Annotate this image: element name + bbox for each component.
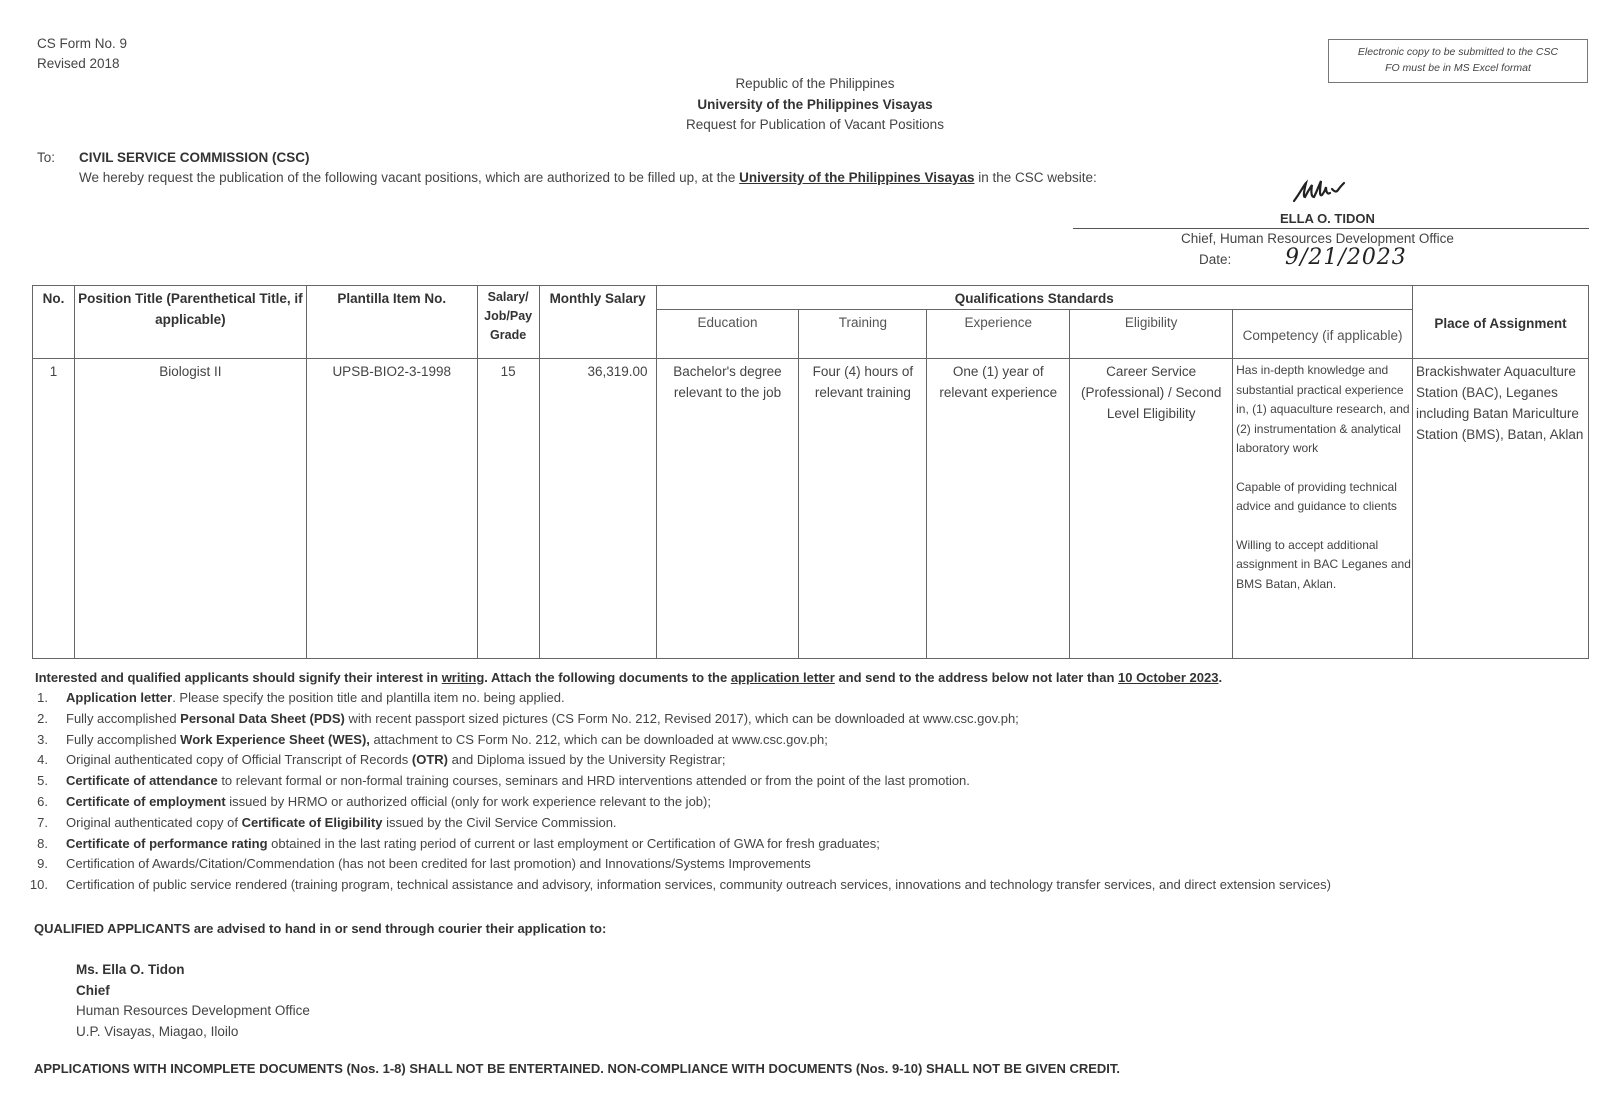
item-text: Certification of Awards/Citation/Commendation (has not been credited for last promotion) and Innovations/Systems Improvements bbox=[66, 856, 811, 872]
footer-warning: APPLICATIONS WITH INCOMPLETE DOCUMENTS (Nos. 1-8) SHALL NOT BE ENTERTAINED. NON-COMPLIANCE WITH DOCUMENTS (Nos. 9-10) SHALL NOT BE GIVEN CREDIT. bbox=[34, 1061, 1121, 1076]
request-statement bbox=[79, 170, 1097, 185]
competency-item: Has in-depth knowledge and substantial practical experience in, (1) aquaculture research, and (2) instrumentation & analytical laboratory work bbox=[1236, 363, 1410, 455]
address-office: Human Resources Development Office bbox=[76, 1003, 310, 1018]
cell-education: Bachelor's degree relevant to the job bbox=[656, 359, 799, 659]
form-number-block bbox=[37, 34, 127, 74]
signatory-title: Chief, Human Resources Development Office bbox=[1181, 231, 1454, 246]
header-experience: Experience bbox=[927, 310, 1070, 359]
item-bold-text: (OTR) bbox=[411, 752, 448, 768]
request-line: Request for Publication of Vacant Positions bbox=[686, 117, 944, 132]
item-bold-text: Certificate of employment bbox=[66, 793, 226, 809]
item-bold-text: Certificate of performance rating bbox=[66, 835, 268, 851]
item-text: Certification of public service rendered (training program, technical assistance and advisory, information services, community outreach services, innovations and technology transfer services, and direct extension services) bbox=[66, 877, 1331, 893]
header-monthly-salary: Monthly Salary bbox=[539, 286, 656, 359]
header-eligibility: Eligibility bbox=[1070, 310, 1233, 359]
address-name: Ms. Ella O. Tidon bbox=[76, 962, 185, 977]
intro-deadline: 10 October 2023 bbox=[1118, 670, 1219, 685]
intro-application-letter: application letter bbox=[730, 670, 835, 685]
header-no: No. bbox=[33, 286, 75, 359]
intro-part: . Attach the following documents to the bbox=[484, 670, 731, 685]
cell-grade: 15 bbox=[477, 359, 539, 659]
item-bold-text: Application letter bbox=[66, 690, 173, 705]
item-text: Fully accomplished bbox=[66, 731, 181, 747]
republic-line: Republic of the Philippines bbox=[735, 76, 895, 91]
document-list-item bbox=[38, 771, 1331, 792]
item-text: obtained in the last rating period of current or last employment or Certification of GWA for fresh graduates; bbox=[267, 835, 880, 851]
item-text: and Diploma issued by the University Registrar; bbox=[447, 752, 726, 768]
item-text: Fully accomplished bbox=[66, 710, 181, 726]
item-bold-text: Personal Data Sheet (PDS) bbox=[180, 710, 345, 726]
competency-item: Capable of providing technical advice and guidance to clients bbox=[1236, 479, 1397, 513]
list-number: 5. bbox=[37, 773, 48, 789]
electronic-note-line-2: FO must be in MS Excel format bbox=[1385, 62, 1531, 74]
item-text: to relevant formal or non-formal training courses, seminars and HRD interventions attended or from the point of the last promotion. bbox=[217, 773, 970, 789]
document-list-item bbox=[38, 813, 1331, 834]
qualified-applicants-note: QUALIFIED APPLICANTS are advised to hand in or send through courier their application to: bbox=[34, 921, 607, 936]
signature-mark bbox=[1290, 175, 1350, 207]
date-value: 9/21/2023 bbox=[1285, 245, 1407, 270]
document-header bbox=[600, 74, 1030, 136]
document-list-item bbox=[38, 750, 1331, 771]
request-university-link: University of the Philippines Visayas bbox=[739, 170, 975, 185]
list-number: 4. bbox=[37, 752, 48, 768]
competency-item: Willing to accept additional assignment in BAC Leganes and BMS Batan, Aklan. bbox=[1236, 537, 1411, 591]
form-number: CS Form No. 9 bbox=[37, 36, 128, 51]
header-salary-grade: Salary/ Job/Pay Grade bbox=[477, 286, 539, 359]
header-competency: Competency (if applicable) bbox=[1233, 310, 1413, 359]
list-number: 9. bbox=[37, 856, 48, 872]
item-text: . Please specify the position title and plantilla item no. being applied. bbox=[172, 690, 565, 705]
item-text: issued by HRMO or authorized official (only for work experience relevant to the job); bbox=[225, 793, 711, 809]
cell-experience: One (1) year of relevant experience bbox=[927, 359, 1070, 659]
document-list-item bbox=[38, 834, 1331, 855]
item-bold-text: Certificate of attendance bbox=[66, 773, 218, 789]
cell-competency bbox=[1233, 359, 1413, 659]
list-number: 6. bbox=[37, 793, 48, 809]
cell-plantilla: UPSB-BIO2-3-1998 bbox=[306, 359, 477, 659]
header-plantilla: Plantilla Item No. bbox=[306, 286, 477, 359]
intro-part: and send to the address below not later than bbox=[834, 670, 1118, 685]
list-number: 7. bbox=[37, 814, 48, 830]
cell-place: Brackishwater Aquaculture Station (BAC), Leganes including Batan Mariculture Station (BMS), Batan, Aklan bbox=[1413, 359, 1589, 659]
document-list-item bbox=[29, 875, 1331, 896]
list-number: 3. bbox=[37, 731, 48, 747]
list-number: 10. bbox=[29, 877, 48, 893]
table-row bbox=[33, 359, 1589, 659]
cell-position: Biologist II bbox=[74, 359, 306, 659]
required-documents-list bbox=[29, 688, 1331, 896]
document-list-item bbox=[38, 854, 1331, 875]
cell-no: 1 bbox=[33, 359, 75, 659]
item-text: Original authenticated copy of bbox=[66, 814, 242, 830]
header-training: Training bbox=[799, 310, 927, 359]
table-header-row bbox=[33, 286, 1589, 310]
item-bold-text: Work Experience Sheet (WES), bbox=[180, 731, 370, 747]
address-position: Chief bbox=[76, 982, 110, 998]
form-revised: Revised 2018 bbox=[37, 56, 120, 71]
document-list-item bbox=[38, 730, 1331, 751]
list-number: 2. bbox=[37, 710, 48, 726]
header-position: Position Title (Parenthetical Title, if applicable) bbox=[74, 286, 306, 359]
instructions-intro bbox=[35, 670, 1222, 685]
recipient-name: CIVIL SERVICE COMMISSION (CSC) bbox=[79, 150, 310, 165]
request-text-after: in the CSC website: bbox=[974, 170, 1097, 185]
vacant-positions-table bbox=[32, 285, 1589, 659]
cell-eligibility: Career Service (Professional) / Second Level Eligibility bbox=[1070, 359, 1233, 659]
request-text-before: We hereby request the publication of the following vacant positions, which are authorized to be filled up, at the bbox=[79, 170, 740, 185]
signatory-name: ELLA O. TIDON bbox=[1280, 211, 1375, 226]
list-number: 8. bbox=[37, 835, 48, 851]
electronic-copy-note bbox=[1328, 39, 1588, 83]
signature-line bbox=[1073, 228, 1589, 229]
item-text: with recent passport sized pictures (CS Form No. 212, Revised 2017), which can be downloaded at www.csc.gov.ph; bbox=[344, 710, 1019, 726]
electronic-note-line-1: Electronic copy to be submitted to the CSC bbox=[1357, 46, 1559, 58]
cell-training: Four (4) hours of relevant training bbox=[799, 359, 927, 659]
item-text: attachment to CS Form No. 212, which can be downloaded at www.csc.gov.ph; bbox=[369, 731, 828, 747]
date-label: Date: bbox=[1199, 252, 1232, 267]
document-list-item bbox=[38, 792, 1331, 813]
intro-part: . bbox=[1218, 670, 1223, 685]
header-qualifications: Qualifications Standards bbox=[656, 286, 1412, 310]
document-list-item bbox=[38, 709, 1331, 730]
item-text: issued by the Civil Service Commission. bbox=[382, 814, 617, 830]
header-education: Education bbox=[656, 310, 799, 359]
cell-salary: 36,319.00 bbox=[539, 359, 656, 659]
document-list-item bbox=[38, 688, 1331, 709]
header-place: Place of Assignment bbox=[1413, 286, 1589, 359]
item-bold-text: Certificate of Eligibility bbox=[241, 814, 383, 830]
university-line: University of the Philippines Visayas bbox=[697, 96, 933, 112]
list-number: 1. bbox=[37, 690, 48, 705]
intro-part: Interested and qualified applicants should signify their interest in bbox=[35, 670, 442, 685]
mailing-address bbox=[76, 960, 310, 1042]
address-location: U.P. Visayas, Miagao, Iloilo bbox=[76, 1023, 239, 1039]
to-label: To: bbox=[37, 150, 56, 165]
intro-writing: writing bbox=[441, 670, 485, 685]
item-text: Original authenticated copy of Official Transcript of Records bbox=[66, 752, 412, 768]
